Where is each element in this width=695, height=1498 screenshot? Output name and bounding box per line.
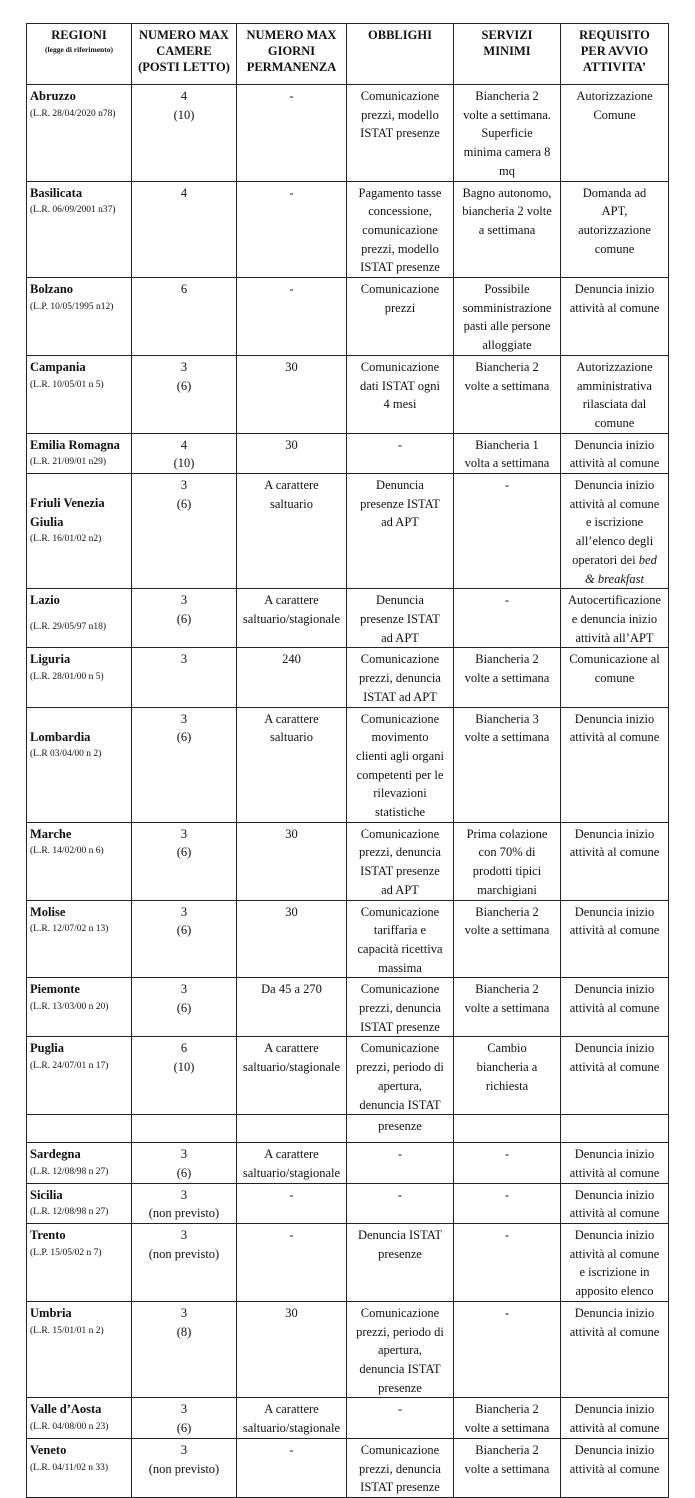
servizi-cell: Prima colazione con 70% di prodotti tipici marchigiani: [454, 822, 561, 900]
table-row: [27, 978, 669, 1037]
table-row: [27, 1224, 669, 1302]
table-row: [27, 822, 669, 900]
giorni-cell: -: [237, 1183, 347, 1223]
region-cell: Emilia Romagna (L.R. 21/09/01 n29): [27, 433, 132, 473]
table-row: [27, 1398, 669, 1438]
camere-cell: 4: [132, 181, 237, 278]
giorni-cell: A carattere saltuario/stagionale: [237, 1143, 347, 1183]
region-cell: Friuli Venezia Giulia (L.R. 16/01/02 n2): [27, 474, 132, 589]
giorni-cell: 30: [237, 1301, 347, 1398]
servizi-cell: Biancheria 2 volte a settimana: [454, 1398, 561, 1438]
giorni-cell: Da 45 a 270: [237, 978, 347, 1037]
servizi-cell: [454, 1115, 561, 1143]
giorni-cell: -: [237, 85, 347, 182]
camere-cell: 3: [132, 648, 237, 707]
camere-cell: 3 (6): [132, 1143, 237, 1183]
camere-cell: 3 (non previsto): [132, 1438, 237, 1497]
obblighi-cell: Denuncia presenze ISTAT ad APT: [347, 474, 454, 589]
servizi-cell: Biancheria 2 volte a settimana: [454, 648, 561, 707]
header-servizi: SERVIZI MINIMI: [454, 24, 561, 85]
obblighi-cell: Comunicazione prezzi, denuncia ISTAT presenze: [347, 978, 454, 1037]
table-row: [27, 85, 669, 182]
table-row: [27, 1438, 669, 1497]
table-row: [27, 900, 669, 978]
obblighi-cell: Comunicazione prezzi, denuncia ISTAT presenze ad APT: [347, 822, 454, 900]
requisito-cell: Denuncia inizio attività al comune: [561, 707, 669, 822]
camere-cell: 4 (10): [132, 433, 237, 473]
table-row: [27, 589, 669, 648]
servizi-cell: Biancheria 3 volte a settimana: [454, 707, 561, 822]
header-requisito: REQUISITO PER AVVIO ATTIVITA’: [561, 24, 669, 85]
camere-cell: 6 (10): [132, 1037, 237, 1115]
servizi-cell: -: [454, 1183, 561, 1223]
requisito-cell: Denuncia inizio attività al comune e iscrizione in apposito elenco: [561, 1224, 669, 1302]
requisito-cell: Denuncia inizio attività al comune: [561, 278, 669, 356]
camere-cell: 3 (6): [132, 355, 237, 433]
table-row: [27, 433, 669, 473]
obblighi-cell: -: [347, 1183, 454, 1223]
camere-cell: 3 (non previsto): [132, 1183, 237, 1223]
servizi-cell: -: [454, 474, 561, 589]
requisito-cell: Autorizzazione amministrativa rilasciata dal comune: [561, 355, 669, 433]
requisito-cell: Denuncia inizio attività al comune: [561, 1183, 669, 1223]
table-row: [27, 1183, 669, 1223]
obblighi-cell: Denuncia presenze ISTAT ad APT: [347, 589, 454, 648]
giorni-cell: 30: [237, 822, 347, 900]
header-regioni: REGIONI (legge di riferimento): [27, 24, 132, 85]
requisito-cell: Denuncia inizio attività al comune: [561, 1143, 669, 1183]
servizi-cell: -: [454, 1143, 561, 1183]
region-cell: Lazio (L.R. 29/05/97 n18): [27, 589, 132, 648]
camere-cell: 3 (6): [132, 474, 237, 589]
requisito-cell: Denuncia inizio attività al comune: [561, 1398, 669, 1438]
servizi-cell: Cambio biancheria a richiesta: [454, 1037, 561, 1115]
servizi-cell: Biancheria 2 volte a settimana: [454, 978, 561, 1037]
header-obblighi: OBBLIGHI: [347, 24, 454, 85]
region-cell: [27, 1115, 132, 1143]
obblighi-cell: -: [347, 1143, 454, 1183]
giorni-cell: -: [237, 278, 347, 356]
obblighi-cell: Comunicazione prezzi, denuncia ISTAT ad APT: [347, 648, 454, 707]
requisito-cell: [561, 1115, 669, 1143]
obblighi-cell: Comunicazione prezzi, periodo di apertura, denuncia ISTAT: [347, 1037, 454, 1115]
giorni-cell: A carattere saltuario/stagionale: [237, 1037, 347, 1115]
table-row: [27, 355, 669, 433]
camere-cell: 3 (6): [132, 900, 237, 978]
requisito-cell: Autorizzazione Comune: [561, 85, 669, 182]
requisito-cell: Denuncia inizio attività al comune: [561, 1037, 669, 1115]
servizi-cell: Biancheria 2 volte a settimana: [454, 355, 561, 433]
obblighi-cell: -: [347, 433, 454, 473]
table-row: [27, 278, 669, 356]
servizi-cell: Biancheria 1 volta a settimana: [454, 433, 561, 473]
bb-regulations-table: [26, 23, 669, 1498]
servizi-cell: -: [454, 589, 561, 648]
giorni-cell: [237, 1115, 347, 1143]
region-cell: Valle d’Aosta (L.R. 04/08/00 n 23): [27, 1398, 132, 1438]
camere-cell: 3 (non previsto): [132, 1224, 237, 1302]
region-cell: Abruzzo (L.R. 28/04/2020 n78): [27, 85, 132, 182]
camere-cell: 3 (6): [132, 707, 237, 822]
giorni-cell: A carattere saltuario/stagionale: [237, 589, 347, 648]
region-cell: Marche (L.R. 14/02/00 n 6): [27, 822, 132, 900]
giorni-cell: 30: [237, 433, 347, 473]
camere-cell: 4 (10): [132, 85, 237, 182]
region-cell: Molise (L.R. 12/07/02 n 13): [27, 900, 132, 978]
giorni-cell: A carattere saltuario/stagionale: [237, 1398, 347, 1438]
requisito-cell: Denuncia inizio attività al comune: [561, 1301, 669, 1398]
servizi-cell: Possibile somministrazione pasti alle persone alloggiate: [454, 278, 561, 356]
requisito-cell: Denuncia inizio attività al comune: [561, 900, 669, 978]
region-cell: Veneto (L.R. 04/11/02 n 33): [27, 1438, 132, 1497]
obblighi-cell: presenze: [347, 1115, 454, 1143]
requisito-cell: Denuncia inizio attività al comune: [561, 978, 669, 1037]
giorni-cell: A carattere saltuario: [237, 474, 347, 589]
header-camere: NUMERO MAX CAMERE (POSTI LETTO): [132, 24, 237, 85]
obblighi-cell: Comunicazione prezzi, denuncia ISTAT presenze: [347, 1438, 454, 1497]
requisito-cell: Autocertificazione e denuncia inizio attività all’APT: [561, 589, 669, 648]
giorni-cell: 30: [237, 355, 347, 433]
giorni-cell: A carattere saltuario: [237, 707, 347, 822]
region-cell: Liguria (L.R. 28/01/00 n 5): [27, 648, 132, 707]
obblighi-cell: Pagamento tasse concessione, comunicazione prezzi, modello ISTAT presenze: [347, 181, 454, 278]
region-cell: Lombardia (L.R 03/04/00 n 2): [27, 707, 132, 822]
obblighi-cell: Comunicazione dati ISTAT ogni 4 mesi: [347, 355, 454, 433]
camere-cell: 3 (6): [132, 1398, 237, 1438]
servizi-cell: Biancheria 2 volte a settimana: [454, 900, 561, 978]
region-cell: Basilicata (L.R. 06/09/2001 n37): [27, 181, 132, 278]
giorni-cell: 240: [237, 648, 347, 707]
region-cell: Sicilia (L.R. 12/08/98 n 27): [27, 1183, 132, 1223]
obblighi-cell: Comunicazione movimento clienti agli organi competenti per le rilevazioni statistiche: [347, 707, 454, 822]
obblighi-cell: Comunicazione prezzi, modello ISTAT presenze: [347, 85, 454, 182]
region-cell: Umbria (L.R. 15/01/01 n 2): [27, 1301, 132, 1398]
obblighi-cell: Denuncia ISTAT presenze: [347, 1224, 454, 1302]
camere-cell: [132, 1115, 237, 1143]
servizi-cell: Biancheria 2 volte a settimana: [454, 1438, 561, 1497]
servizi-cell: Biancheria 2 volte a settimana. Superficie minima camera 8 mq: [454, 85, 561, 182]
giorni-cell: -: [237, 1224, 347, 1302]
region-cell: Trento (L.P. 15/05/02 n 7): [27, 1224, 132, 1302]
requisito-cell: Denuncia inizio attività al comune: [561, 1438, 669, 1497]
region-cell: Bolzano (L.P. 10/05/1995 n12): [27, 278, 132, 356]
region-cell: Piemonte (L.R. 13/03/00 n 20): [27, 978, 132, 1037]
servizi-cell: Bagno autonomo, biancheria 2 volte a settimana: [454, 181, 561, 278]
servizi-cell: -: [454, 1224, 561, 1302]
giorni-cell: -: [237, 1438, 347, 1497]
servizi-cell: -: [454, 1301, 561, 1398]
table-row: [27, 181, 669, 278]
giorni-cell: 30: [237, 900, 347, 978]
camere-cell: 3 (6): [132, 978, 237, 1037]
region-cell: Sardegna (L.R. 12/08/98 n 27): [27, 1143, 132, 1183]
obblighi-cell: -: [347, 1398, 454, 1438]
table-row: [27, 1301, 669, 1398]
camere-cell: 3 (6): [132, 589, 237, 648]
region-cell: Puglia (L.R. 24/07/01 n 17): [27, 1037, 132, 1115]
table-row: [27, 707, 669, 822]
table-row: [27, 1037, 669, 1115]
obblighi-cell: Comunicazione prezzi, periodo di apertura, denuncia ISTAT presenze: [347, 1301, 454, 1398]
table-row: [27, 648, 669, 707]
camere-cell: 3 (6): [132, 822, 237, 900]
obblighi-cell: Comunicazione prezzi: [347, 278, 454, 356]
table-row: [27, 1143, 669, 1183]
obblighi-cell: Comunicazione tariffaria e capacità ricettiva massima: [347, 900, 454, 978]
camere-cell: 3 (8): [132, 1301, 237, 1398]
requisito-cell: Comunicazione al comune: [561, 648, 669, 707]
requisito-cell: Denuncia inizio attività al comune: [561, 433, 669, 473]
requisito-cell: Domanda ad APT, autorizzazione comune: [561, 181, 669, 278]
header-row: [27, 24, 669, 85]
table-row: [27, 1115, 669, 1143]
header-giorni: NUMERO MAX GIORNI PERMANENZA: [237, 24, 347, 85]
camere-cell: 6: [132, 278, 237, 356]
requisito-cell: Denuncia inizio attività al comune e iscrizione all’elenco degli operatori dei bed & breakfast: [561, 474, 669, 589]
requisito-cell: Denuncia inizio attività al comune: [561, 822, 669, 900]
table-row: [27, 474, 669, 589]
region-cell: Campania (L.R. 10/05/01 n 5): [27, 355, 132, 433]
giorni-cell: -: [237, 181, 347, 278]
